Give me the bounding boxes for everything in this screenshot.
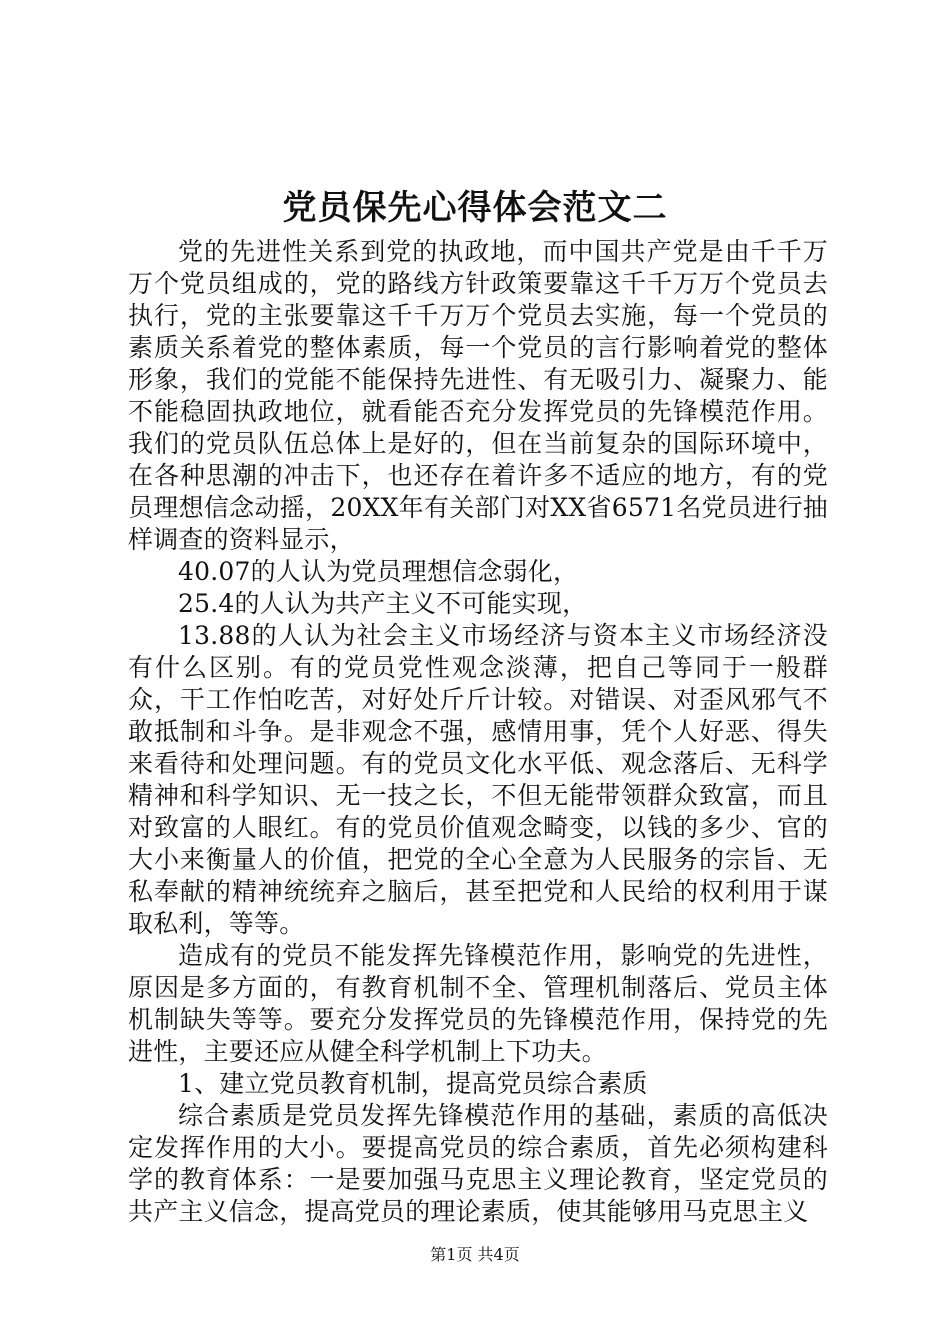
- paragraph: 综合素质是党员发挥先锋模范作用的基础，素质的高低决定发挥作用的大小。要提高党员的综合素质，首先必须构建科学的教育体系：一是要加强马克思主义理论教育，坚定党员的共产主义信念，提高党员的理论素质，使其能够用马克思主义: [128, 1101, 828, 1226]
- paragraph: 25.4的人认为共产主义不可能实现，: [178, 589, 588, 618]
- paragraph: 造成有的党员不能发挥先锋模范作用，影响党的先进性，原因是多方面的，有教育机制不全、管理机制落后、党员主体机制缺失等等。要充分发挥党员的先锋模范作用，保持党的先进性，主要还应从健全科学机制上下功夫。: [128, 941, 828, 1066]
- document-title: 党员保先心得体会范文二: [282, 188, 668, 228]
- paragraph: 13.88的人认为社会主义市场经济与资本主义市场经济没有什么区别。有的党员党性观念淡薄，把自己等同于一般群众，干工作怕吃苦，对好处斤斤计较。对错误、对歪风邪气不敢抵制和斗争。是非观念不强，感情用事，凭个人好恶、得失来看待和处理问题。有的党员文化水平低、观念落后、无科学精神和科学知识、无一技之长，不但无能带领群众致富，而且对致富的人眼红。有的党员价值观念畸变，以钱的多少、官的大小来衡量人的价值，把党的全心全意为人民服务的宗旨、无私奉献的精神统统弃之脑后，甚至把党和人民给的权利用于谋取私利，等等。: [128, 621, 828, 938]
- section-heading: 1、建立党员教育机制，提高党员综合素质: [178, 1069, 648, 1098]
- paragraph: 党的先进性关系到党的执政地，而中国共产党是由千千万万个党员组成的，党的路线方针政策要靠这千千万万个党员去执行，党的主张要靠这千千万万个党员去实施，每一个党员的素质关系着党的整体素质，每一个党员的言行影响着党的整体形象，我们的党能不能保持先进性、有无吸引力、凝聚力、能不能稳固执政地位，就看能否充分发挥党员的先锋模范作用。我们的党员队伍总体上是好的，但在当前复杂的国际环境中，在各种思潮的冲击下，也还存在着许多不适应的地方，有的党员理想信念动摇，20XX年有关部门对XX省6571名党员进行抽样调查的资料显示，: [128, 237, 828, 554]
- document-body: [128, 236, 828, 1228]
- page-number-footer: 第1页 共4页: [430, 1245, 520, 1264]
- paragraph: 40.07的人认为党员理想信念弱化，: [178, 557, 579, 586]
